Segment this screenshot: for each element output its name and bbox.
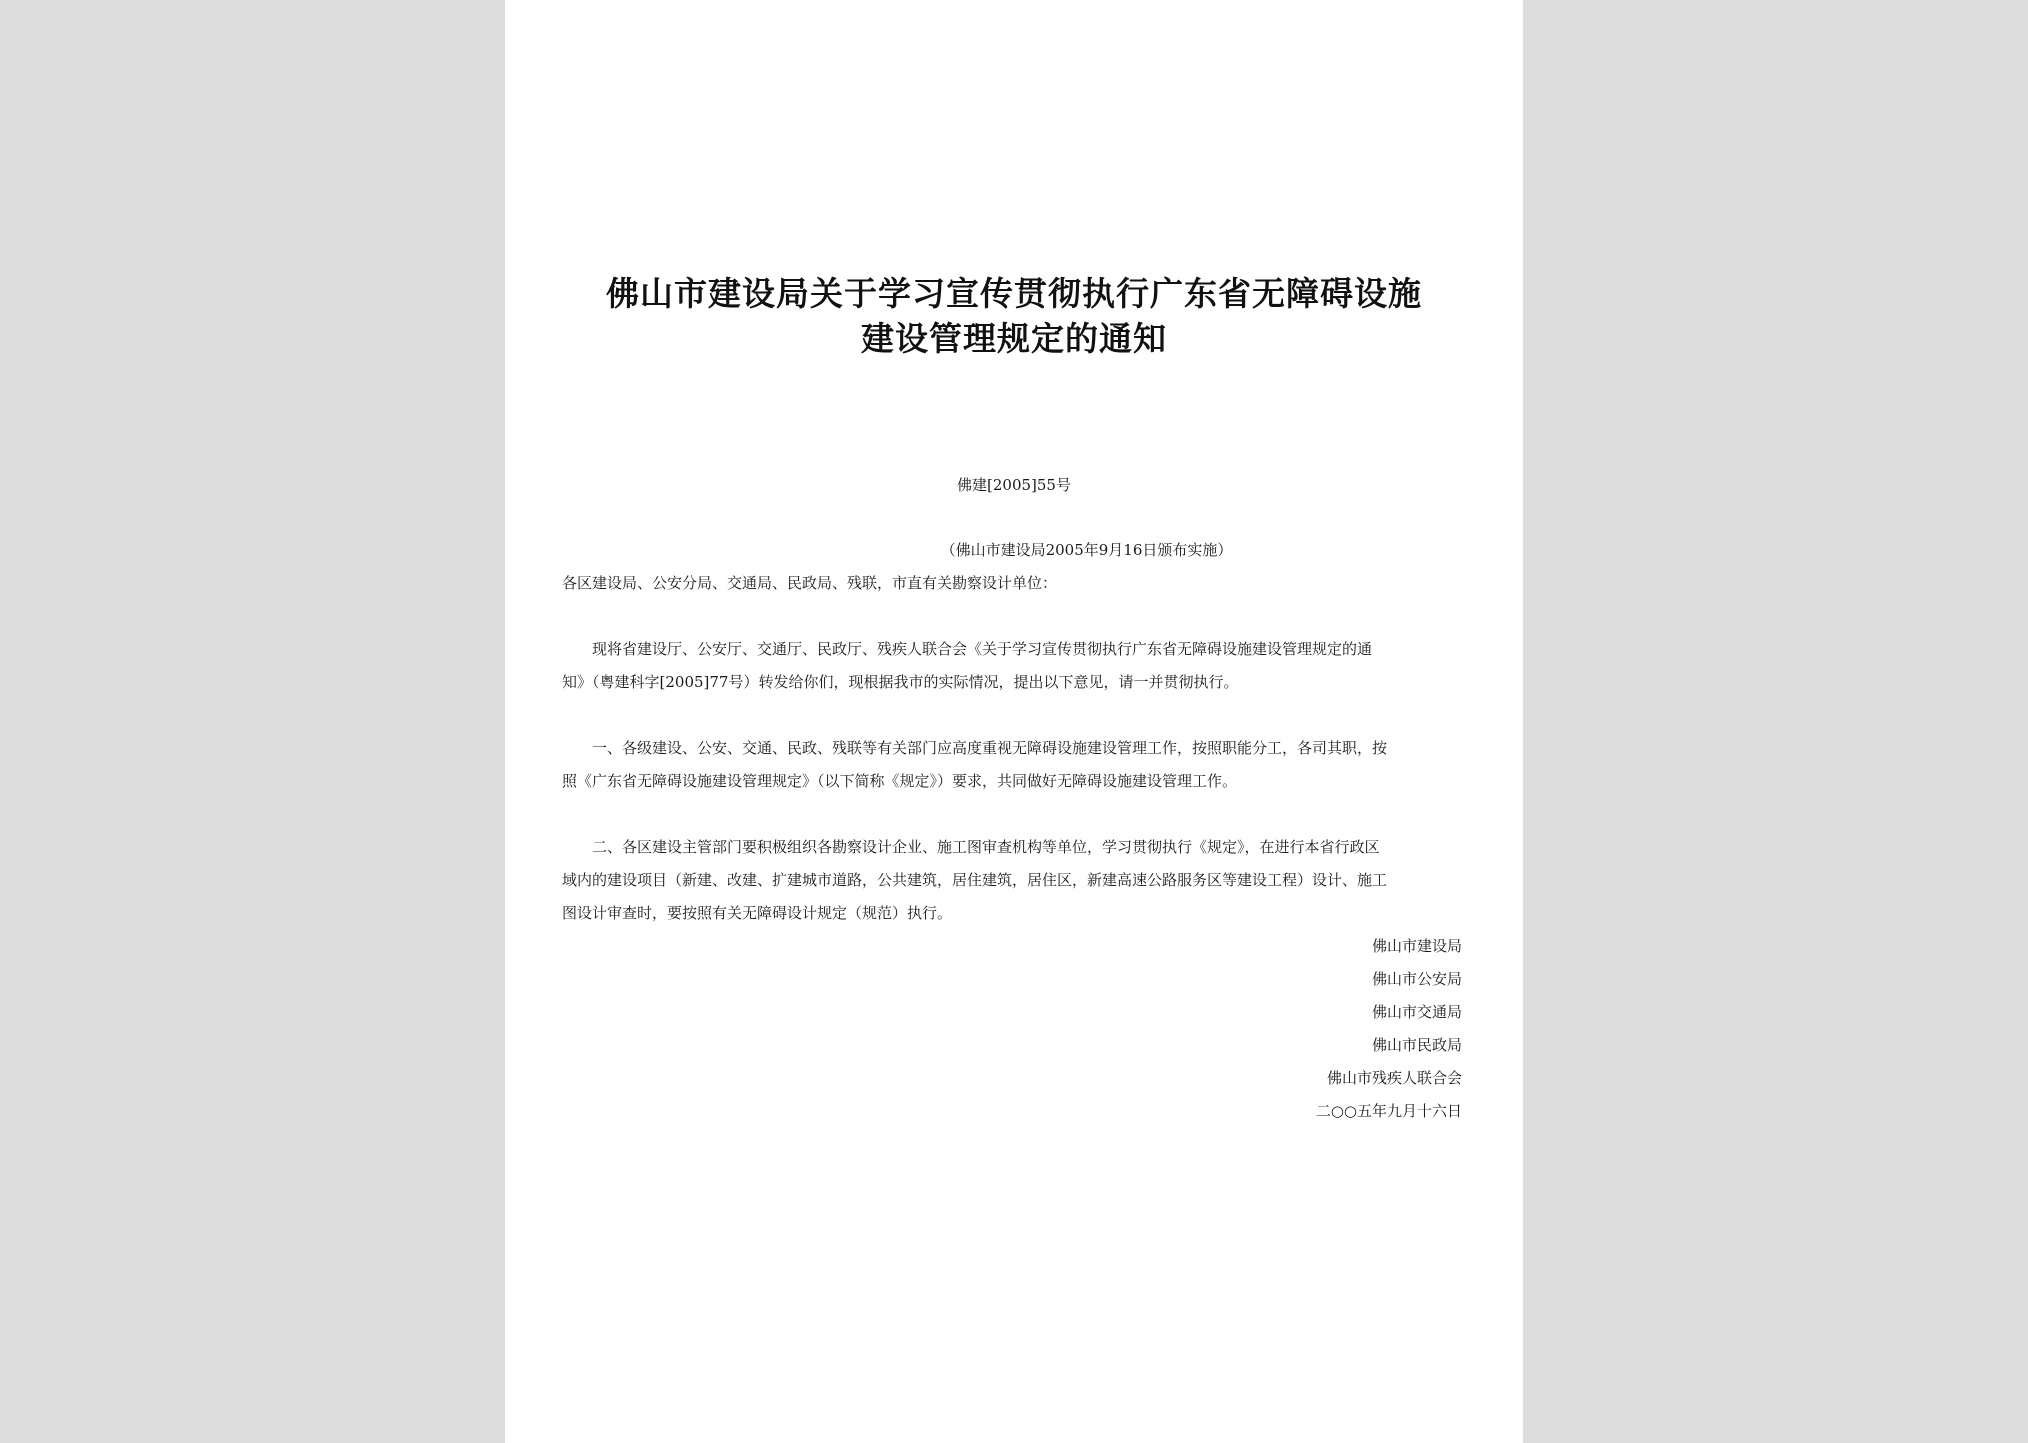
- paragraph-3-line-3: 图设计审查时，要按照有关无障碍设计规定（规范）执行。: [562, 904, 953, 922]
- issued-note: （佛山市建设局2005年9月16日颁布实施）: [940, 541, 1233, 559]
- addressee: 各区建设局、公安分局、交通局、民政局、残联，市直有关勘察设计单位：: [562, 574, 1058, 592]
- signatory-disabled-persons-federation: 佛山市残疾人联合会: [1326, 1069, 1462, 1087]
- signatory-transport-bureau: 佛山市交通局: [1371, 1003, 1462, 1021]
- paragraph-1-line-2: 知》（粤建科字[2005]77号）转发给你们，现根据我市的实际情况，提出以下意见，请一并贯彻执行。: [562, 673, 1239, 691]
- signatory-construction-bureau: 佛山市建设局: [1371, 937, 1462, 955]
- signatory-public-security-bureau: 佛山市公安局: [1371, 970, 1462, 988]
- paragraph-3-line-1: 二、各区建设主管部门要积极组织各勘察设计企业、施工图审查机构等单位，学习贯彻执行《规定》，在进行本省行政区: [562, 838, 1380, 856]
- document-title-line-1: 佛山市建设局关于学习宣传贯彻执行广东省无障碍设施: [606, 274, 1422, 313]
- signatory-civil-affairs-bureau: 佛山市民政局: [1371, 1036, 1462, 1054]
- paragraph-1-line-1: 现将省建设厅、公安厅、交通厅、民政厅、残疾人联合会《关于学习宣传贯彻执行广东省无障碍设施建设管理规定的通: [562, 640, 1373, 658]
- document-title-line-2: 建设管理规定的通知: [861, 319, 1167, 358]
- paragraph-2-line-1: 一、各级建设、公安、交通、民政、残联等有关部门应高度重视无障碍设施建设管理工作，按照职能分工，各司其职，按: [562, 739, 1388, 757]
- document-date: 二○○五年九月十六日: [1315, 1102, 1462, 1120]
- paragraph-3-line-2: 域内的建设项目（新建、改建、扩建城市道路，公共建筑，居住建筑，居住区，新建高速公路服务区等建设工程）设计、施工: [562, 871, 1388, 889]
- document-number: 佛建[2005]55号: [957, 476, 1071, 494]
- paragraph-2-line-2: 照《广东省无障碍设施建设管理规定》（以下简称《规定》）要求，共同做好无障碍设施建设管理工作。: [562, 772, 1238, 790]
- document-page: [505, 0, 1523, 1443]
